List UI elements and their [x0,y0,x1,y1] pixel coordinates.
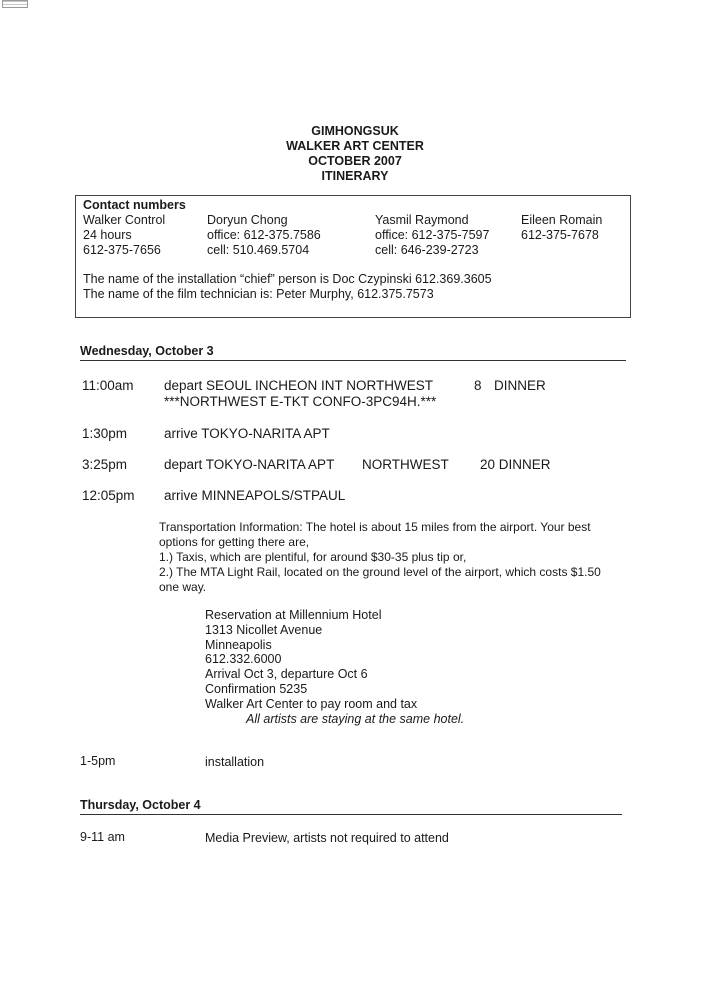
film-technician-line: The name of the film technician is: Peter Murphy, 612.375.7573 [83,287,434,301]
arrive2-location: arrive MINNEAPOLS/STPAUL [164,488,346,503]
transportation-info [159,520,609,595]
media-preview-label: Media Preview, artists not required to attend [205,831,449,845]
title-venue: WALKER ART CENTER [286,139,424,153]
contact-name: Eileen Romain [521,213,603,227]
installation-label: installation [205,755,265,769]
hotel-phone: 612.332.6000 [205,652,282,667]
day-heading-wednesday: Wednesday, October 3 [80,344,626,361]
contact-doryun-chong [207,213,321,258]
contact-phone: 612-375-7678 [521,228,599,242]
hotel-payment: Walker Art Center to pay room and tax [205,696,418,711]
contact-hours: 24 hours [83,228,132,242]
arrive2-time: 12:05pm [82,488,135,503]
title-itinerary: ITINERARY [321,169,389,183]
contact-name: Yasmil Raymond [375,213,469,227]
contact-office: office: 612-375.7586 [207,228,321,242]
flight1-depart: depart SEOUL INCHEON INT NORTHWEST [164,378,434,393]
flight1-number: 8 [474,378,482,393]
flight2-meal: 20 DINNER [480,457,551,472]
document-title [230,124,480,184]
contact-name: Doryun Chong [207,213,288,227]
contact-numbers-box [75,195,631,318]
hotel-reservation [205,608,464,726]
hotel-dates: Arrival Oct 3, departure Oct 6 [205,667,368,682]
contact-eileen-romain [521,213,602,243]
contact-yasmil-raymond [375,213,489,258]
contact-phone: 612-375-7656 [83,243,161,257]
contact-office: office: 612-375-7597 [375,228,490,242]
staff-notes [83,272,492,302]
arrive1-location: arrive TOKYO-NARITA APT [164,426,330,441]
flight1-meal: DINNER [494,378,546,393]
hotel-name: Reservation at Millennium Hotel [205,608,382,622]
hotel-address: 1313 Nicollet Avenue [205,622,323,637]
hotel-confirmation: Confirmation 5235 [205,681,308,696]
media-preview-time: 9-11 am [80,830,125,844]
day-heading-thursday: Thursday, October 4 [80,798,622,815]
hotel-city: Minneapolis [205,637,272,652]
title-date: OCTOBER 2007 [308,154,402,168]
hotel-note: All artists are staying at the same hotel. [246,711,465,726]
installation-chief-line: The name of the installation “chief” person is Doc Czypinski 612.369.3605 [83,272,492,286]
title-artist: GIMHONGSUK [311,124,399,138]
arrive1-time: 1:30pm [82,426,128,441]
contact-heading: Contact numbers [83,198,186,212]
transport-option-taxi: 1.) Taxis, which are plentiful, for around $30-35 plus tip or, [159,550,467,564]
flight2-airline: NORTHWEST [362,457,449,472]
contact-walker-control [83,213,165,258]
transport-option-light-rail: 2.) The MTA Light Rail, located on the ground level of the airport, which costs $1.50 one way. [159,565,601,594]
flight1-confirmation: ***NORTHWEST E-TKT CONFO-3PC94H.*** [164,394,437,409]
flight2-depart: depart TOKYO-NARITA APT [164,457,335,472]
contact-name: Walker Control [83,213,166,227]
transport-intro: Transportation Information: The hotel is about 15 miles from the airport. Your best options for getting there are, [159,520,591,549]
contact-cell: cell: 510.469.5704 [207,243,310,257]
flight1-time: 11:00am [82,378,134,393]
scan-stamp-mark [2,0,28,8]
contact-cell: cell: 646-239-2723 [375,243,479,257]
installation-time: 1-5pm [80,754,116,768]
flight2-time: 3:25pm [82,457,128,472]
